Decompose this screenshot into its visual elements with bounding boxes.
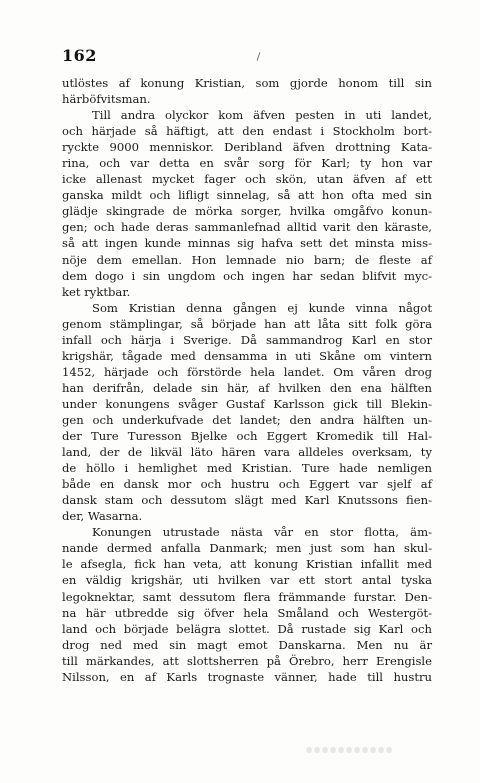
text-line: Nilsson, en af Karls trognaste vänner, hade till hustru [62, 669, 432, 684]
text-line: nande dermed anfalla Danmark; men just som han skul- [62, 541, 432, 556]
text-line: rina, och var detta en svår sorg för Karl; ty hon var [62, 156, 432, 171]
page-number: 162 [62, 46, 97, 65]
text-line: härböfvitsman. [62, 92, 151, 107]
text-line: ryckte 9000 menniskor. Deribland äfven drottning Kata- [62, 140, 432, 155]
text-line: krigshär, tågade med densamma in uti Skåne om vintern [62, 348, 432, 363]
text-line: och härjade så häftigt, att den endast i Stockholm bort- [62, 124, 432, 139]
text-line: dem dogo i sin ungdom och ingen har sedan blifvit myc- [62, 268, 432, 283]
text-line: gen och underkufvade det landet; den andra hälften un- [62, 412, 432, 427]
text-line: de höllo i hemlighet med Kristian. Ture hade nemligen [62, 461, 432, 476]
text-line: ganska mildt och lifligt sinnelag, så att hon ofta med sin [62, 188, 432, 203]
text-line: land och började belägra slottet. Då rustade sig Karl och [62, 621, 432, 636]
text-line: en väldig krigshär, uti hvilken var ett stort antal tyska [62, 573, 432, 588]
text-line: land, der de likväl läto hären vara alldeles overksam, ty [62, 445, 432, 460]
text-line: le afsegla, fick han veta, att konung Kristian infallit med [62, 557, 432, 572]
text-line: ket ryktbar. [62, 284, 131, 299]
library-stamp [306, 740, 402, 754]
text-line: nöje dem emellan. Hon lemnade nio barn; de fleste af [62, 252, 432, 267]
text-line: utlöstes af konung Kristian, som gjorde honom till sin [62, 76, 432, 90]
text-line: legoknektar, samt dessutom flera främmande furstar. Den- [62, 589, 432, 604]
body-text [62, 75, 432, 685]
text-line: na här utbredde sig öfver hela Småland och Westergöt- [62, 605, 432, 620]
text-line: glädje skingrade de mörka sorger, hvilka omgåfvo konun- [62, 204, 432, 219]
text-line: Som Kristian denna gången ej kunde vinna något [92, 300, 432, 315]
ink-mark [257, 52, 261, 61]
text-line: så att ingen kunde minnas sig hafva sett det minsta miss- [62, 236, 432, 251]
text-line: icke allenast mycket fager och skön, utan äfven af ett [62, 172, 432, 187]
text-line: dansk stam och dessutom slägt med Karl Knutssons fien- [62, 493, 432, 508]
text-line: Till andra olyckor kom äfven pesten in uti landet, [92, 108, 432, 123]
text-line: Konungen utrustade nästa vår en stor flotta, äm- [92, 525, 432, 540]
text-line: han derifrån, delade sin här, af hvilken den ena hälften [62, 380, 432, 395]
text-line: der Ture Turesson Bjelke och Eggert Kromedik till Hal- [62, 429, 432, 444]
text-line: infall och härja i Sverige. Då sammandrog Karl en stor [62, 332, 432, 347]
text-line: under konungens svåger Gustaf Karlsson gick till Blekin- [62, 396, 432, 411]
text-line: 1452, härjade och förstörde hela landet. Om våren drog [62, 364, 432, 379]
text-line: gen; och hade deras sammanlefnad alltid varit den käraste, [62, 220, 432, 235]
text-line: till märkandes, att slottsherren på Örebro, herr Erengisle [62, 653, 432, 668]
text-line: drog ned med sin magt emot Danskarna. Men nu är [62, 637, 432, 652]
text-line: der, Wasarna. [62, 509, 143, 524]
text-line: genom stämplingar, så började han att låta sitt folk göra [62, 316, 432, 331]
text-line: både en dansk mor och hustru och Eggert var sjelf af [62, 477, 432, 492]
